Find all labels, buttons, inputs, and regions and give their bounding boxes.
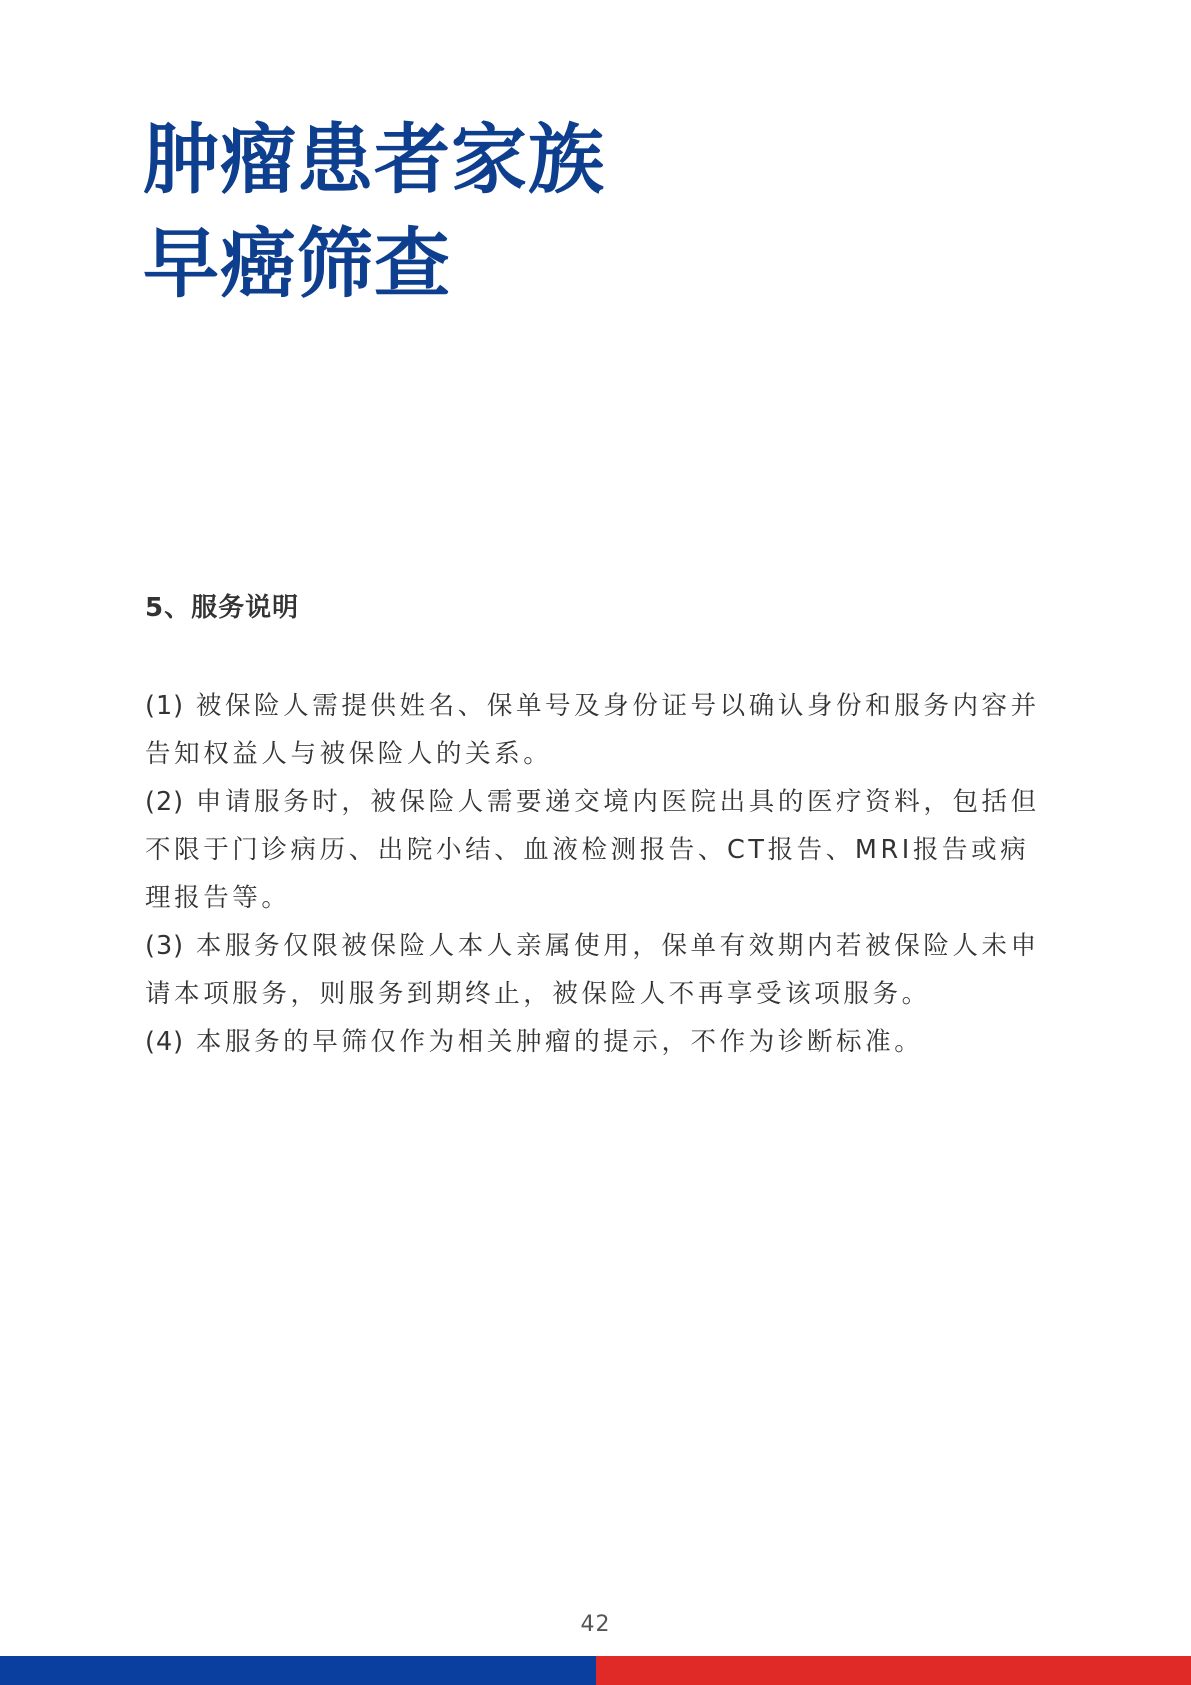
section-heading: 5、服务说明	[145, 593, 300, 623]
item-number: (2)	[145, 787, 185, 817]
service-description	[145, 682, 1045, 1066]
service-item-1	[145, 682, 1045, 778]
footer-bar-blue	[0, 1656, 596, 1685]
item-number: (1)	[145, 691, 185, 721]
service-item-3	[145, 922, 1045, 1018]
service-item-4	[145, 1018, 1045, 1066]
item-text: 申请服务时，被保险人需要递交境内医院出具的医疗资料，包括但不限于门诊病历、出院小结、血液检测报告、CT报告、MRI报告或病理报告等。	[145, 787, 1040, 913]
item-number: (3)	[145, 931, 185, 961]
footer-color-bar	[0, 1656, 1191, 1685]
item-number: (4)	[145, 1027, 185, 1057]
item-text: 本服务的早筛仅作为相关肿瘤的提示，不作为诊断标准。	[195, 1027, 924, 1057]
page-title-line-1: 肿瘤患者家族	[143, 115, 605, 204]
page-number: 42	[580, 1612, 611, 1637]
page-title-line-2: 早癌筛查	[143, 219, 451, 308]
service-item-2	[145, 778, 1045, 922]
page-title	[143, 108, 605, 316]
footer-bar-red	[596, 1656, 1191, 1685]
item-text: 本服务仅限被保险人本人亲属使用，保单有效期内若被保险人未申请本项服务，则服务到期终止，被保险人不再享受该项服务。	[145, 931, 1040, 1009]
item-text: 被保险人需提供姓名、保单号及身份证号以确认身份和服务内容并告知权益人与被保险人的关系。	[145, 691, 1040, 769]
